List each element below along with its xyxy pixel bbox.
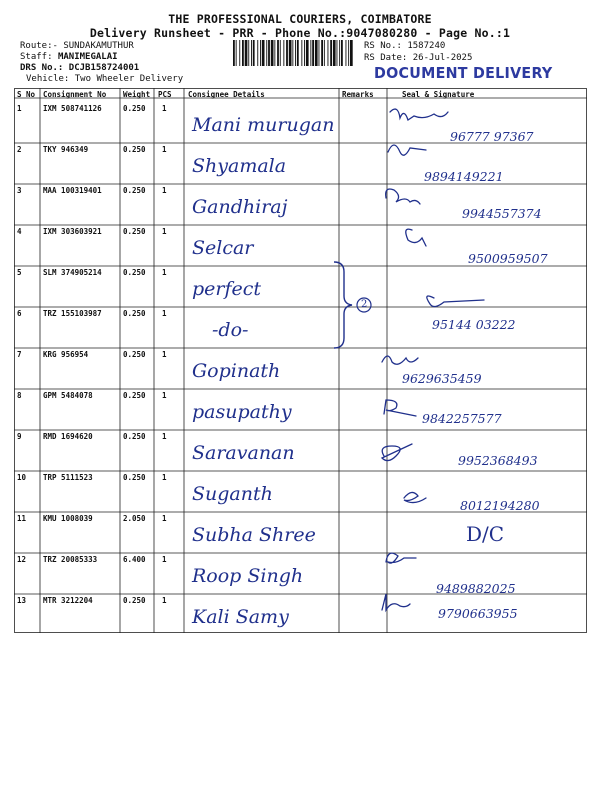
row-sno: 11 — [17, 514, 27, 523]
row-contact-phone: 9894149221 — [424, 169, 504, 184]
row-weight: 6.400 — [123, 555, 146, 564]
row-contact-phone: 9489882025 — [436, 581, 516, 596]
row-consignment-no: MAA 100319401 — [43, 186, 102, 195]
row-sno: 7 — [17, 350, 22, 359]
document-delivery-stamp: DOCUMENT DELIVERY — [374, 64, 553, 82]
row-consignment-no: MTR 3212204 — [43, 596, 93, 605]
row-sno: 12 — [17, 555, 27, 564]
row-sno: 10 — [17, 473, 27, 482]
row-consignment-no: GPM 5484078 — [43, 391, 93, 400]
drs-value: DCJB158724001 — [68, 63, 140, 73]
row-consignment-no: KRG 956954 — [43, 350, 89, 359]
col-header-weight: Weight — [123, 90, 151, 99]
row-weight: 0.250 — [123, 145, 146, 154]
col-header-pcs: PCS — [158, 90, 172, 99]
row-remark-dc: D/C — [466, 522, 505, 546]
row-consignment-no: TKY 946349 — [43, 145, 89, 154]
row-pcs: 1 — [162, 186, 167, 195]
row-contact-phone: 9629635459 — [402, 371, 482, 386]
row-contact-phone: 96777 97367 — [450, 129, 534, 144]
row-consignment-no: IXM 508741126 — [43, 104, 102, 113]
row-pcs: 1 — [162, 104, 167, 113]
rs-date: RS Date: 26-Jul-2025 — [364, 53, 473, 63]
runsheet-subtitle: Delivery Runsheet - PRR - Phone No.:9047080280 - Page No.:1 — [89, 26, 511, 40]
row-pcs: 1 — [162, 473, 167, 482]
signature-scribbles — [370, 100, 580, 630]
row-pcs: 1 — [162, 555, 167, 564]
bracket-note: 2 — [361, 299, 368, 310]
row-weight: 0.250 — [123, 309, 146, 318]
row-sno: 4 — [17, 227, 22, 236]
row-contact-phone: 9842257577 — [422, 411, 502, 426]
row-consignee-name: Selcar — [192, 237, 254, 259]
row-weight: 2.050 — [123, 514, 146, 523]
row-sno: 8 — [17, 391, 22, 400]
row-consignment-no: KMU 1008039 — [43, 514, 93, 523]
row-sno: 9 — [17, 432, 22, 441]
row-pcs: 1 — [162, 227, 167, 236]
row-weight: 0.250 — [123, 350, 146, 359]
row-contact-phone: 8012194280 — [460, 498, 540, 513]
col-header-remarks: Remarks — [342, 90, 374, 99]
company-title: THE PROFESSIONAL COURIERS, COIMBATORE — [168, 12, 432, 26]
drs-label: DRS No.: — [20, 63, 64, 73]
row-sno: 2 — [17, 145, 22, 154]
row-pcs: 1 — [162, 145, 167, 154]
vehicle-text: Vehicle: Two Wheeler Delivery — [26, 74, 184, 84]
rows-5-6-bracket — [328, 258, 380, 352]
col-header-consignment: Consignment No — [43, 90, 107, 99]
row-consignment-no: SLM 374905214 — [43, 268, 102, 277]
row-weight: 0.250 — [123, 186, 146, 195]
row-sno: 13 — [17, 596, 27, 605]
row-consignee-name: pasupathy — [192, 401, 292, 423]
route-text: Route:- SUNDAKAMUTHUR — [20, 41, 134, 51]
drs-line — [20, 63, 139, 74]
row-consignee-name: -do- — [212, 319, 249, 341]
row-consignment-no: TRP 5111523 — [43, 473, 93, 482]
row-consignee-name: Gandhiraj — [192, 196, 288, 218]
row-consignee-name: perfect — [192, 278, 262, 300]
row-weight: 0.250 — [123, 473, 146, 482]
row-weight: 0.250 — [123, 104, 146, 113]
row-consignee-name: Gopinath — [192, 360, 281, 382]
col-header-sno: S No — [17, 90, 36, 99]
row-contact-phone: 95144 03222 — [432, 317, 516, 332]
row-contact-phone: 9944557374 — [462, 206, 542, 221]
row-consignee-name: Mani murugan — [192, 114, 335, 136]
row-pcs: 1 — [162, 514, 167, 523]
row-consignee-name: Shyamala — [192, 155, 287, 177]
row-pcs: 1 — [162, 309, 167, 318]
col-header-signature: Seal & Signature — [402, 90, 475, 99]
row-pcs: 1 — [162, 350, 167, 359]
row-pcs: 1 — [162, 268, 167, 277]
row-consignment-no: TRZ 20085333 — [43, 555, 98, 564]
row-consignment-no: RMD 1694620 — [43, 432, 93, 441]
row-contact-phone: 9790663955 — [438, 606, 518, 621]
staff-line — [20, 52, 118, 63]
row-weight: 0.250 — [123, 596, 146, 605]
row-pcs: 1 — [162, 391, 167, 400]
row-pcs: 1 — [162, 432, 167, 441]
col-header-consignee: Consignee Details — [188, 90, 265, 99]
row-pcs: 1 — [162, 596, 167, 605]
row-weight: 0.250 — [123, 268, 146, 277]
row-consignment-no: IXM 303603921 — [43, 227, 102, 236]
rs-number: RS No.: 1587240 — [364, 41, 446, 51]
row-contact-phone: 9952368493 — [458, 453, 538, 468]
row-sno: 6 — [17, 309, 22, 318]
row-sno: 5 — [17, 268, 22, 277]
row-weight: 0.250 — [123, 227, 146, 236]
row-consignee-name: Subha Shree — [192, 524, 316, 546]
row-consignment-no: TRZ 155103987 — [43, 309, 102, 318]
staff-label: Staff: — [20, 52, 53, 62]
row-weight: 0.250 — [123, 432, 146, 441]
row-sno: 1 — [17, 104, 22, 113]
row-consignee-name: Saravanan — [192, 442, 295, 464]
staff-value: MANIMEGALAI — [57, 52, 118, 62]
row-consignee-name: Suganth — [192, 483, 273, 505]
row-weight: 0.250 — [123, 391, 146, 400]
barcode — [232, 40, 356, 66]
row-consignee-name: Roop Singh — [192, 565, 304, 587]
row-consignee-name: Kali Samy — [192, 606, 289, 628]
row-contact-phone: 9500959507 — [468, 251, 548, 266]
row-sno: 3 — [17, 186, 22, 195]
